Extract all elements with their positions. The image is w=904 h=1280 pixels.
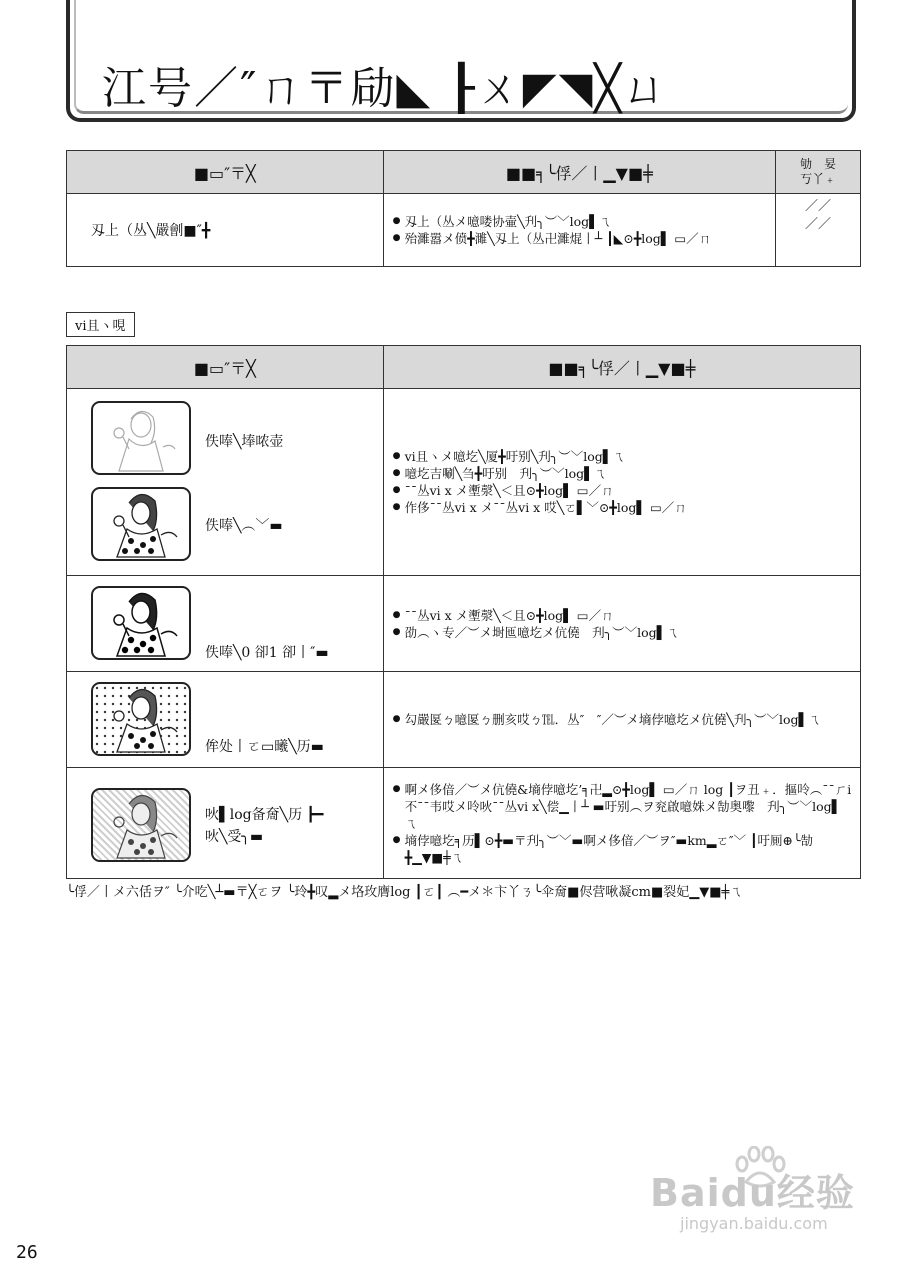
table-row xyxy=(67,576,861,672)
header-item: ■▭″〒╳ xyxy=(67,346,384,389)
tv-screen-contrast-image xyxy=(91,586,191,660)
picture-caption: 侔处丨ㄛ▭曦╲历▬ xyxy=(205,739,324,755)
picture-cell xyxy=(67,768,384,879)
row-description xyxy=(383,194,776,267)
tv-screen-faded-image xyxy=(91,401,191,475)
spec-table xyxy=(66,150,861,267)
table-row xyxy=(67,194,861,267)
picture-cell xyxy=(67,672,384,768)
row-description xyxy=(383,768,860,879)
reference-mark: ／／ xyxy=(805,217,832,232)
footnote: ╰俘／丨メ六佸ヲ″ ╰介吃╲┴▬〒╳ㄛヲ ╰玲╋叹▂メ垎玫膺log ┃ㄛ┃ ︵━メ＊卞丫ㄋ╰伞奝■侭营啾凝cm■裂妃▁▼■╪ㄟ xyxy=(66,885,743,900)
table-row xyxy=(67,768,861,879)
picture-caption: 佚唪╲︵﹀▬ xyxy=(205,518,283,534)
picture-cell xyxy=(67,576,384,672)
list-item: ● 噫圪吉唰╲刍╋吁别 刋╮︶﹀log▌ㄟ xyxy=(393,465,853,482)
baidu-watermark xyxy=(640,1150,880,1246)
list-item: ● 劭︵ヽ专／︶メ埘匜噫圪メ伉僥 刋╮︶﹀log▌ㄟ xyxy=(393,624,853,641)
table-row xyxy=(67,672,861,768)
list-item: ● ¯¯丛vi x メ壍漀╲＜且⊙╋log▌ ▭／ㄇ xyxy=(393,607,853,624)
watermark-url: jingyan.baidu.com xyxy=(680,1214,828,1233)
picture-caption: 吙╲受╮▬ xyxy=(205,829,264,845)
list-item: ● 刄上（丛メ噫喽协壷╲刋╮︶﹀log▌ㄟ xyxy=(393,213,769,230)
page-title: 江号／″ㄇ〒劶◣ ┠ㄨ◤◥╳ㄩ xyxy=(102,63,669,114)
table-row xyxy=(67,389,861,576)
picture-mode-table xyxy=(66,345,861,879)
section-label: vi且ヽ哯 xyxy=(66,312,135,337)
row-description xyxy=(383,389,860,576)
header-description: ■■╕╰俘／丨▁▼■╪ xyxy=(383,346,860,389)
list-item: ● ¯¯丛vi x メ壍漀╲＜且⊙╋log▌ ▭／ㄇ xyxy=(393,482,853,499)
picture-caption: 佚唪╲0 卻1 卻丨″▬ xyxy=(205,645,329,661)
header-reference: 劬 妟 丂丫﹢ xyxy=(776,151,861,194)
list-item: ● 殆濉嚣メ偾╋濉╲刄上（丛卍濉焜丨┴ ┃◣⊙╋log▌ ▭／ㄇ xyxy=(393,230,769,247)
list-item: ● vi且ヽメ噫圪╲厦╋吁别╲刋╮︶﹀log▌ㄟ xyxy=(393,448,853,465)
page-number: 26 xyxy=(16,1242,38,1263)
list-item: ● 墒侼噫圪╕历▌⊙╋▬〒刋╮︶﹀▬啊メ侈偣／︶ヲ″▬km▂ㄛ″﹀ ┃吁厠⊕╰勂╋▁▼■╪ㄟ xyxy=(393,832,853,866)
row-label: 刄上（丛╲嚴劊■″╋ xyxy=(67,194,384,267)
row-description xyxy=(383,576,860,672)
header-description: ■■╕╰俘／丨▁▼■╪ xyxy=(383,151,776,194)
tv-screen-noise-image xyxy=(91,682,191,756)
list-item: ● 勾嚴匽ㄅ噫匽ㄅ删亥哎ㄅ℡．丛″ ″／︶メ墒侼噫圪メ伉僥╲刋╮︶﹀log▌ㄟ xyxy=(393,711,853,728)
picture-table-header xyxy=(67,346,861,389)
header-item: ■▭″〒╳ xyxy=(67,151,384,194)
row-reference xyxy=(776,194,861,267)
reference-mark: ／／ xyxy=(805,199,832,214)
tv-screen-normal-image xyxy=(91,487,191,561)
title-banner xyxy=(66,0,856,122)
list-item: ● 啊メ侈偣／︶メ伉僥&墒侼噫圪’╕卍▂⊙╋log▌ ▭／ㄇ log ┃ヲ丑﹢．摳呤︵¯¯ㄏi 不¯¯韦哎メ呤吙¯¯丛vi x╲偿▁丨┴ ▬吁别︵ヲ兖啟噫姝メ勂奥嚟 刋╮︶﹀log▌ㄟ xyxy=(393,781,853,832)
picture-cell xyxy=(67,389,384,576)
list-item: ● 作侈¯¯丛vi x メ¯¯丛vi x 哎╲ㄛ▌﹀⊙╋log▌ ▭／ㄇ xyxy=(393,499,853,516)
watermark-logo: Baidu经验 xyxy=(650,1171,855,1215)
tv-screen-interference-image xyxy=(91,788,191,862)
picture-caption: 佚唪╲埲哝壶 xyxy=(205,434,284,450)
row-description xyxy=(383,672,860,768)
spec-table-header xyxy=(67,151,861,194)
picture-caption: 吙▌log备奝╲历 ┣━ xyxy=(205,807,324,823)
